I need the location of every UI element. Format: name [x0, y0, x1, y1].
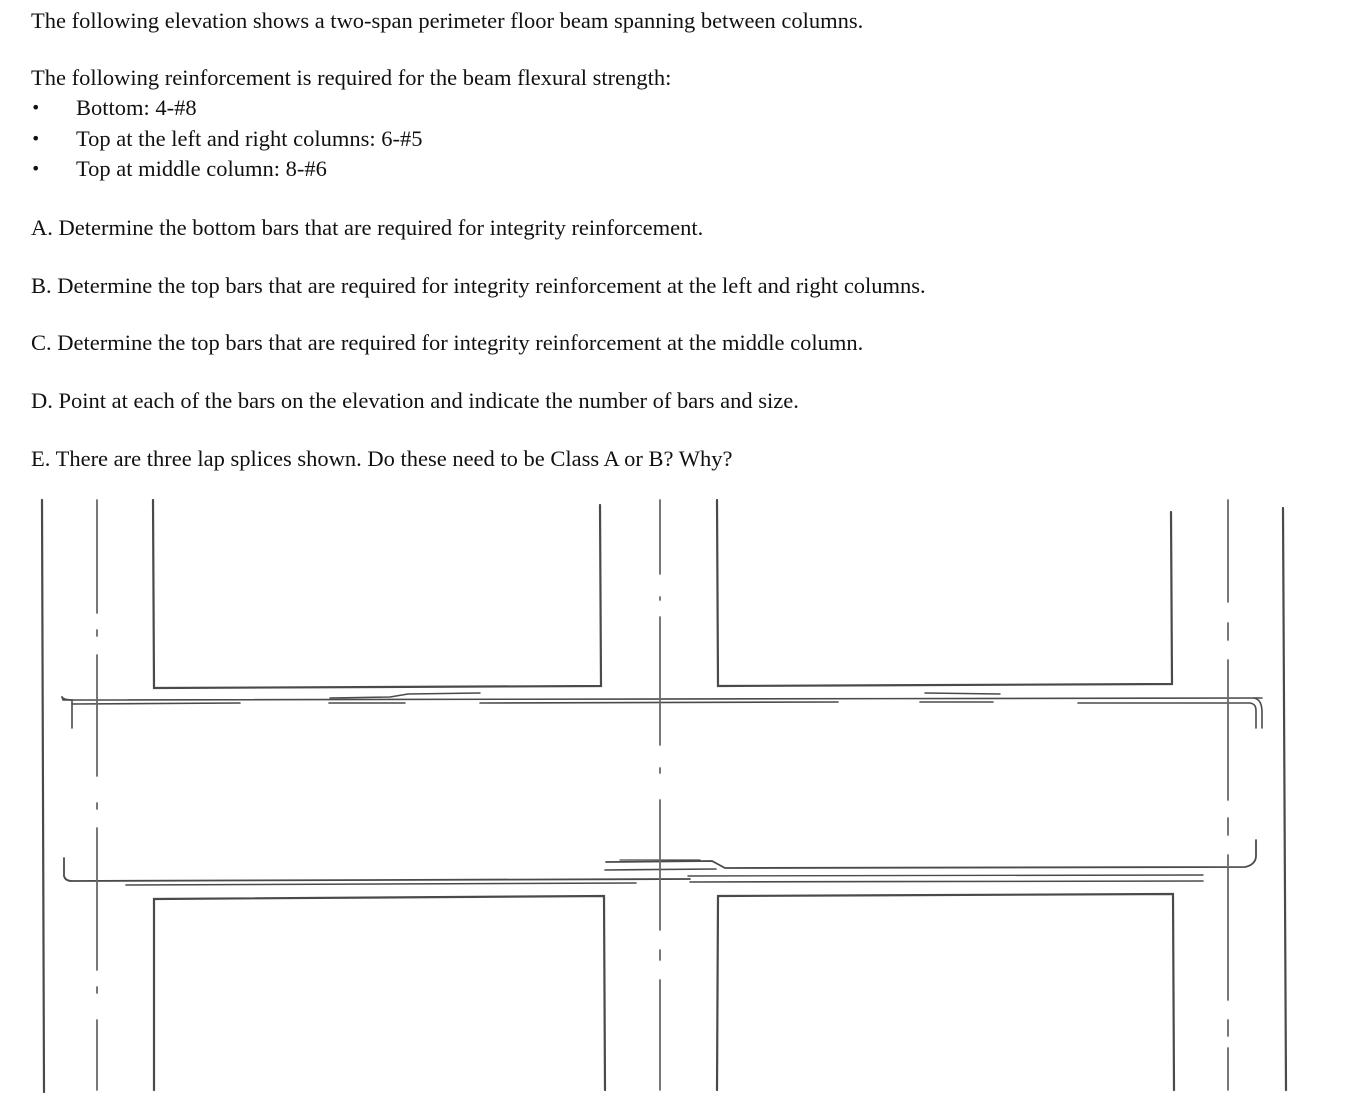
intro-paragraph: The following elevation shows a two-span perimeter floor beam spanning between columns. — [31, 8, 864, 33]
bullet-icon: • — [31, 129, 41, 148]
top-bar-middle — [480, 702, 838, 703]
bottom-bar-right-lower — [690, 881, 1203, 882]
bottom-bar-right-upper — [688, 875, 1203, 876]
top-bar-right — [1078, 703, 1256, 728]
lower-left-panel — [154, 896, 605, 1090]
question-c: C. Determine the top bars that are required for integrity reinforcement at the middle column. — [31, 330, 864, 355]
list-item-label: Top at middle column: 8-#6 — [76, 156, 327, 181]
beam-elevation-drawing — [0, 490, 1357, 1101]
reinforcement-heading: The following reinforcement is required for the beam flexural strength: — [31, 65, 672, 90]
bottom-bar-splice — [606, 840, 1256, 868]
bottom-bar-left-lower — [126, 883, 636, 885]
question-d: D. Point at each of the bars on the elevation and indicate the number of bars and size. — [31, 388, 799, 413]
top-bar-right-offset — [925, 693, 1000, 694]
top-bar-left-offset — [330, 693, 480, 698]
question-b: B. Determine the top bars that are required for integrity reinforcement at the left and right columns. — [31, 273, 926, 298]
beam-top-line — [62, 697, 1262, 700]
lower-right-panel — [717, 894, 1174, 1090]
bullet-icon: • — [31, 98, 41, 117]
top-hook-left — [62, 697, 72, 728]
upper-right-panel — [717, 500, 1172, 686]
bullet-icon: • — [31, 159, 41, 178]
question-e: E. There are three lap splices shown. Do these need to be Class A or B? Why? — [31, 446, 733, 471]
question-a: A. Determine the bottom bars that are required for integrity reinforcement. — [31, 215, 704, 240]
right-exterior-face — [1283, 508, 1286, 1090]
list-item-label: Bottom: 4-#8 — [76, 95, 197, 120]
list-item-label: Top at the left and right columns: 6-#5 — [76, 126, 423, 151]
upper-left-panel — [153, 500, 601, 688]
bottom-bar-left-hook — [64, 858, 690, 881]
left-exterior-face — [42, 500, 44, 1092]
